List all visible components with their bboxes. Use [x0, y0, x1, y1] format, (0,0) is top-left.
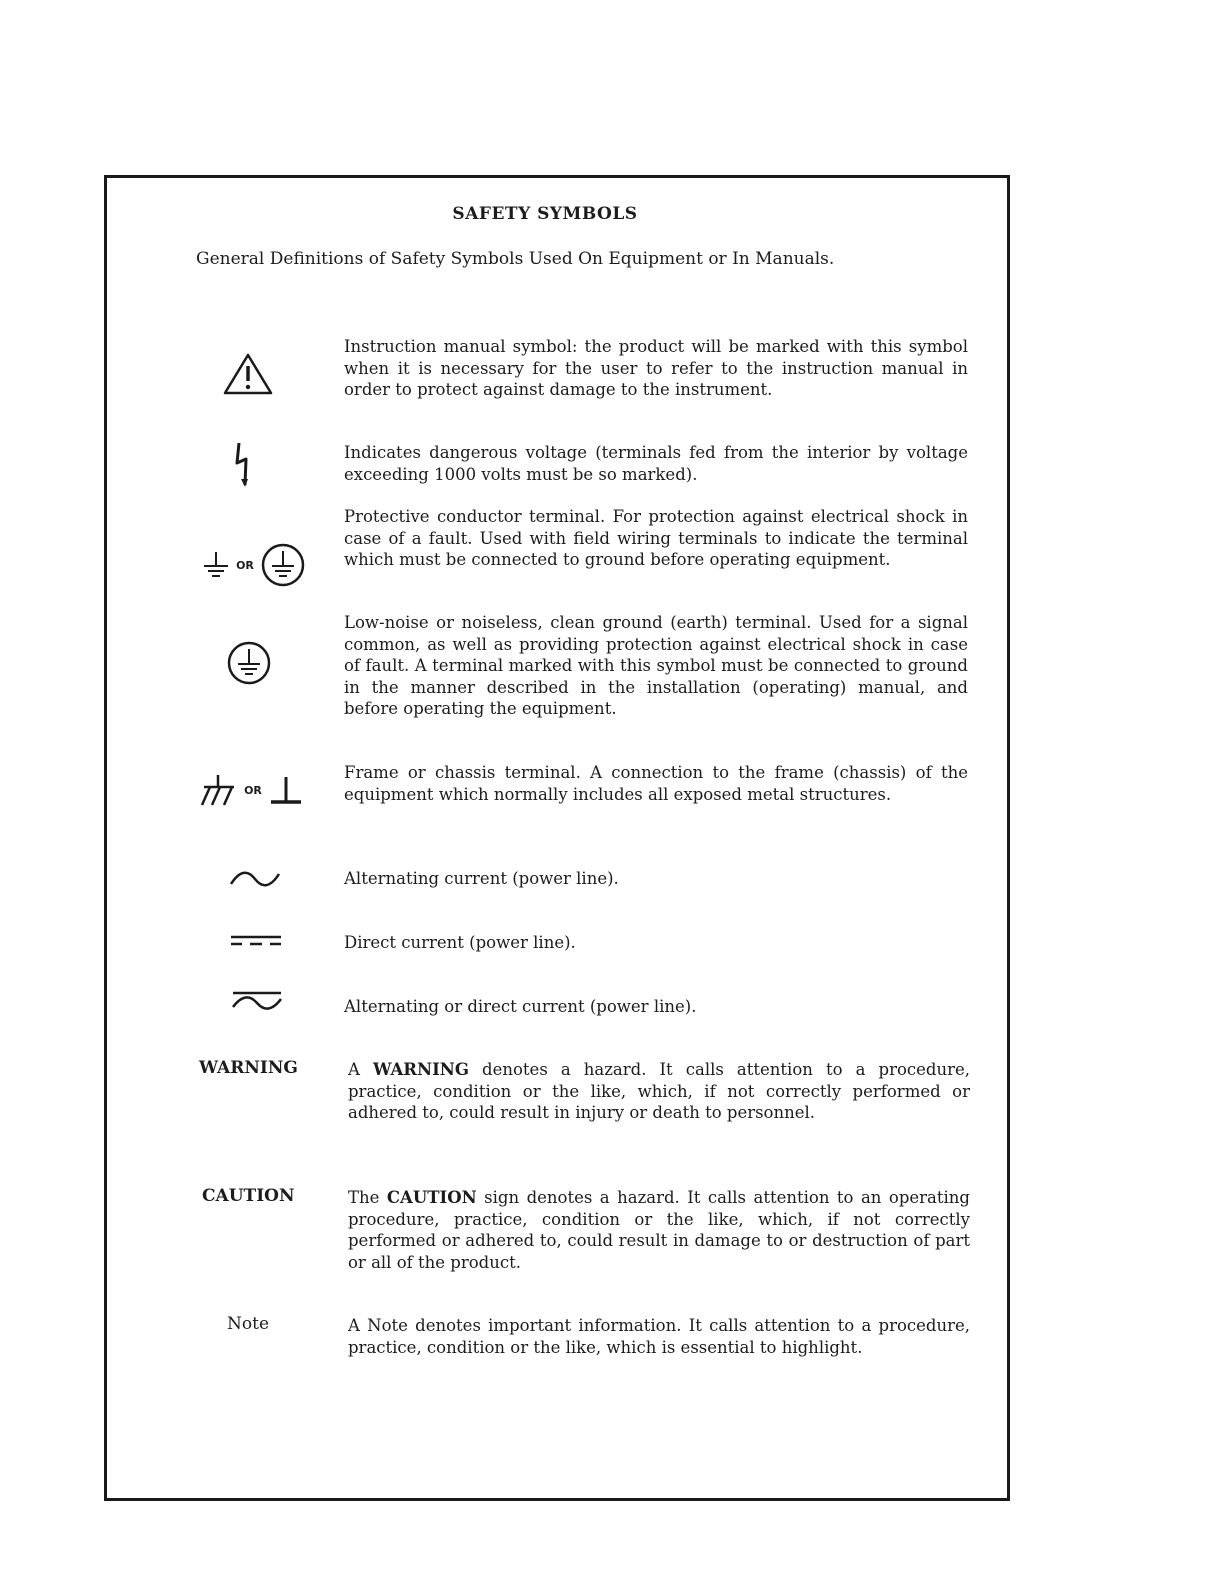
warning-label: WARNING — [199, 1058, 298, 1078]
chassis-ground-icon — [268, 773, 304, 807]
or-label: OR — [244, 783, 262, 797]
ac-icon — [226, 866, 284, 892]
clean-ground-icon — [224, 640, 274, 686]
entry-description: Alternating current (power line). — [344, 869, 619, 888]
warning-triangle-icon — [218, 350, 278, 398]
entry-description: Alternating or direct current (power line). — [344, 997, 697, 1016]
note-label: Note — [227, 1314, 270, 1334]
note-description: A Note denotes important information. It calls attention to a procedure, practice, condition or the like, which is essential to highlight. — [348, 1316, 970, 1357]
caution-keyword: CAUTION — [386, 1188, 477, 1207]
entry-description: Direct current (power line). — [344, 933, 576, 952]
lightning-bolt-icon — [228, 440, 258, 490]
entry-description: Low-noise or noiseless, clean ground (earth) terminal. Used for a signal common, as well as providing protection against electrical shock in case of fault. A terminal marked with this symbol must be connected to ground in the manner described in the installation (operating) manual, and before operating the equipment. — [344, 613, 968, 718]
warning-description: A WARNING denotes a hazard. It calls attention to a procedure, practice, condition or the like, which, if not correctly performed or adhered to, could result in injury or death to personnel. — [348, 1060, 970, 1122]
page-subtitle: General Definitions of Safety Symbols Used On Equipment or In Manuals. — [196, 249, 835, 269]
entry-description: Protective conductor terminal. For protection against electrical shock in case of a fault. Used with field wiring terminals to indicate the terminal which must be connected to ground before operating equipment. — [344, 507, 968, 569]
or-label: OR — [236, 558, 254, 572]
ac-dc-icon — [228, 988, 286, 1014]
protective-ground-icon — [260, 542, 306, 588]
entry-description: Instruction manual symbol: the product will be marked with this symbol when it is necessary for the user to refer to the instruction manual in order to protect against damage to the instrument. — [344, 337, 968, 399]
caution-label: CAUTION — [202, 1186, 295, 1206]
protective-ground-symbol-group — [194, 542, 314, 588]
warning-keyword: WARNING — [373, 1060, 469, 1079]
page-title: SAFETY SYMBOLS — [452, 204, 638, 224]
dc-icon — [226, 930, 286, 950]
frame-ground-icon — [196, 773, 238, 807]
caution-description: The CAUTION sign denotes a hazard. It calls attention to an operating procedure, practice, condition or the like, which, if not correctly performed or adhered to, could result in damage to or destruction of part or all of the product. — [348, 1188, 970, 1272]
chassis-symbol-group — [188, 770, 312, 810]
entry-description: Frame or chassis terminal. A connection to the frame (chassis) of the equipment which normally includes all exposed metal structures. — [344, 763, 968, 804]
earth-ground-icon — [202, 550, 230, 580]
entry-description: Indicates dangerous voltage (terminals fed from the interior by voltage exceeding 1000 volts must be so marked). — [344, 443, 968, 484]
